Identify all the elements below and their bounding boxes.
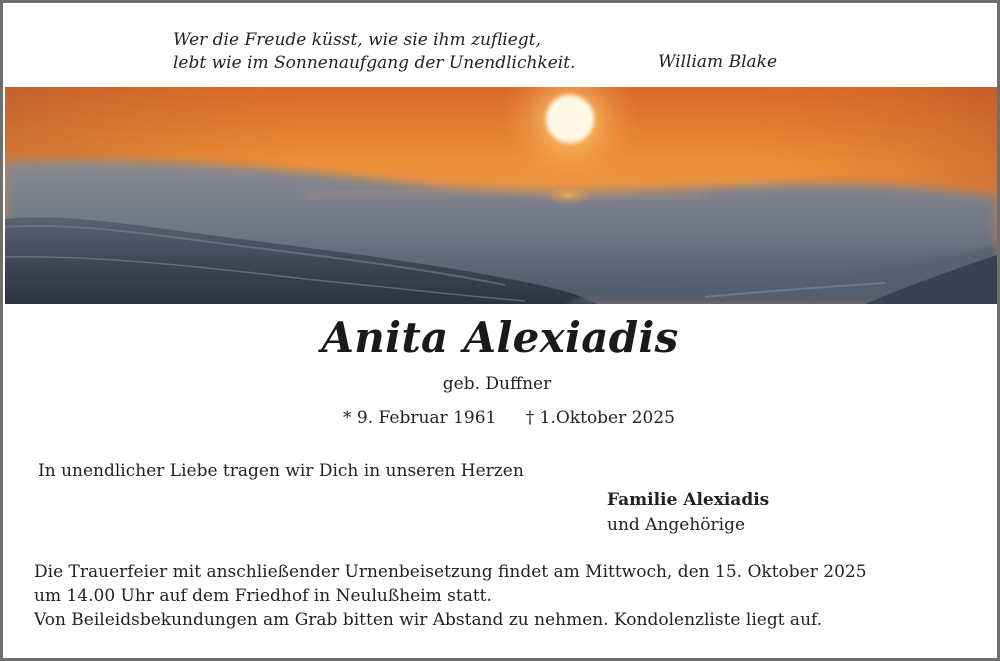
deceased-name: Anita Alexiadis <box>321 313 679 362</box>
quote-line: Wer die Freude küsst, wie sie ihm zufliegt, <box>173 30 541 50</box>
relatives-text: und Angehörige <box>607 515 746 535</box>
birth-date: * 9. Februar 1961 <box>343 408 497 428</box>
quote-author: William Blake <box>658 52 778 72</box>
notice-line: um 14.00 Uhr auf dem Friedhof in Neulußheim statt. <box>34 586 492 606</box>
quote <box>173 29 575 75</box>
mourners-signature <box>607 488 769 538</box>
notice-line: Die Trauerfeier mit anschließender Urnenbeisetzung findet am Mittwoch, den 15. Oktober 2025 <box>34 562 867 582</box>
dedication-text: In unendlicher Liebe tragen wir Dich in unseren Herzen <box>38 461 524 481</box>
quote-line: lebt wie im Sonnenaufgang der Unendlichkeit. <box>173 53 576 73</box>
sunset-sea-image <box>5 87 997 304</box>
life-dates <box>343 408 675 428</box>
funeral-notice <box>34 560 867 632</box>
notice-line: Von Beileidsbekundungen am Grab bitten wir Abstand zu nehmen. Kondolenzliste liegt auf. <box>34 610 823 630</box>
maiden-name: geb. Duffner <box>442 374 552 394</box>
family-name: Familie Alexiadis <box>607 490 770 510</box>
death-date: † 1.Oktober 2025 <box>525 408 675 428</box>
